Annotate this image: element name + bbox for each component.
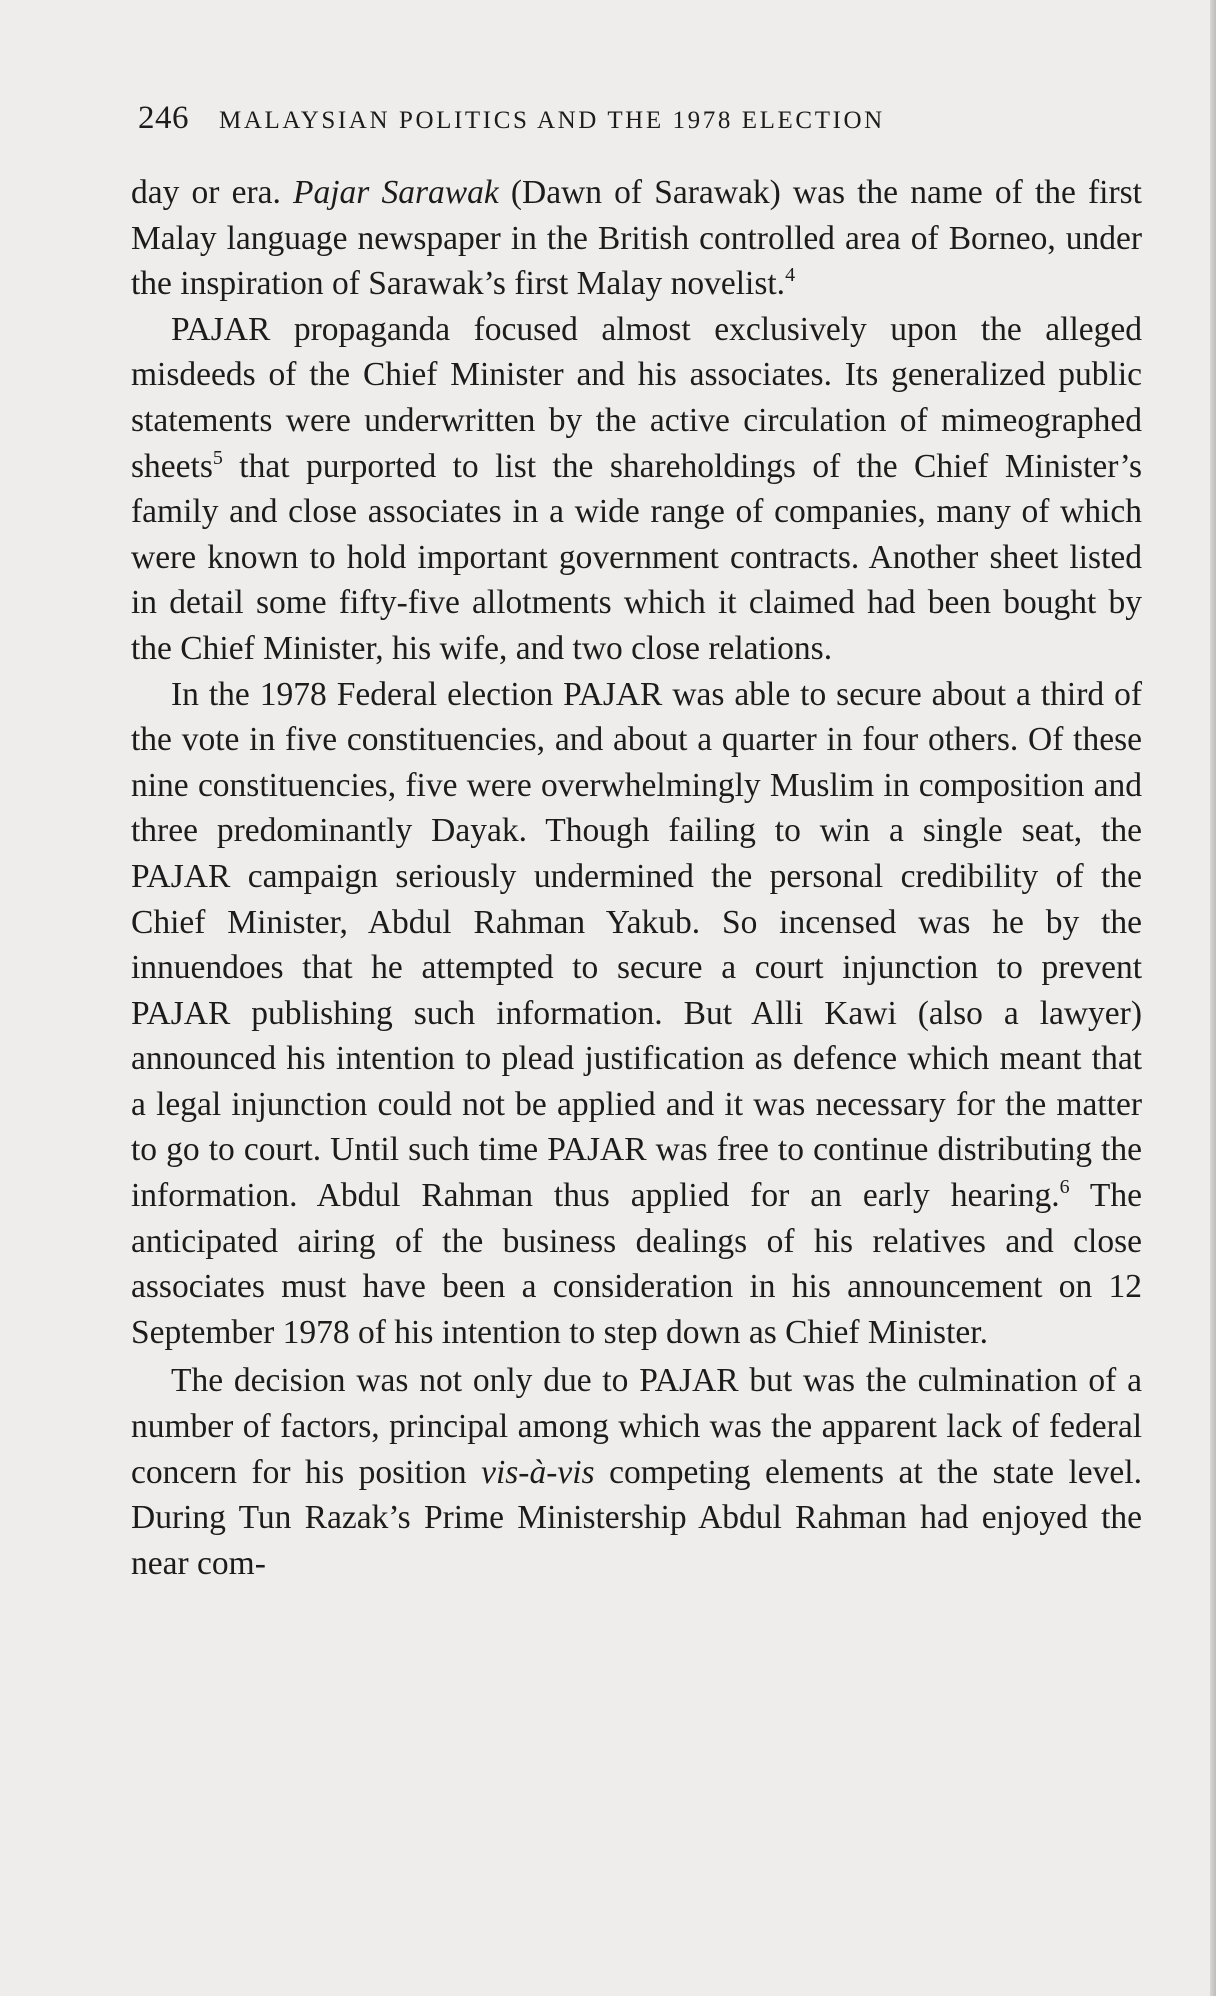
newspaper-title: Pajar Sarawak — [293, 174, 499, 211]
text-run: that purported to list the shareholdings of the Chief Minister’s family and close associates in a wide range of companies, many of which were known to hold important government contracts. Another sheet listed in detail some fifty-five allotments which it claimed had been bought by the Chief Minister, his wife, and two close relations. — [131, 447, 1142, 667]
running-head-title: MALAYSIAN POLITICS AND THE 1978 ELECTION — [219, 107, 885, 134]
text-run: In the 1978 Federal election PAJAR was able to secure about a third of the vote in five constituencies, and about a quarter in four others. Of these nine constituencies, five were overwhelmingly Muslim in composition and three predominantly Dayak. Though failing to win a single seat, the PAJAR campaign seriously undermined the personal credibility of the Chief Minister, Abdul Rahman Yakub. So incensed was he by the innuendoes that he attempted to secure a court injunction to prevent PAJAR publishing such information. But Alli Kawi (also a lawyer) announced his intention to plead justification as defence which meant that a legal injunction could not be applied and it was necessary for the matter to go to court. Until such time PAJAR was free to continue distributing the information. Abdul Rahman thus applied for an early hearing. — [131, 675, 1142, 1215]
footnote-marker: 6 — [1059, 1176, 1070, 1199]
page-edge — [1210, 0, 1216, 1996]
italic-phrase: vis-à-vis — [481, 1453, 595, 1491]
footnote-marker: 4 — [785, 264, 796, 287]
paragraph-2 — [131, 307, 1142, 672]
paragraph-3 — [131, 672, 1142, 1356]
text-run: day or era. — [131, 174, 293, 211]
body-text — [131, 170, 1142, 1586]
text-run: PAJAR propaganda focused almost exclusively upon the alleged misdeeds of the Chief Minister and his associates. Its generalized public statements were underwritten by the active circulation of mimeographed sheets — [131, 310, 1142, 485]
paragraph-4 — [131, 1358, 1142, 1586]
running-header — [138, 100, 1138, 137]
text-run: (Dawn of Sarawak) was the name of the first Malay language newspaper in the British controlled area of Borneo, under the inspiration of Sarawak’s first Malay novelist. — [131, 174, 1142, 303]
footnote-marker: 5 — [212, 446, 223, 469]
page-number: 246 — [138, 100, 189, 136]
text-run: The anticipated airing of the business dealings of his relatives and close associates must have been a consideration in his announcement on 12 September 1978 of his intention to step down as Chief Minister. — [131, 1177, 1143, 1351]
paragraph-1 — [131, 170, 1142, 307]
text-run: The decision was not only due to PAJAR but was the culmination of a number of factors, principal among which was the apparent lack of federal concern for his position — [131, 1362, 1142, 1491]
text-run: competing elements at the state level. During Tun Razak’s Prime Ministership Abdul Rahman had enjoyed the near com- — [131, 1453, 1142, 1582]
